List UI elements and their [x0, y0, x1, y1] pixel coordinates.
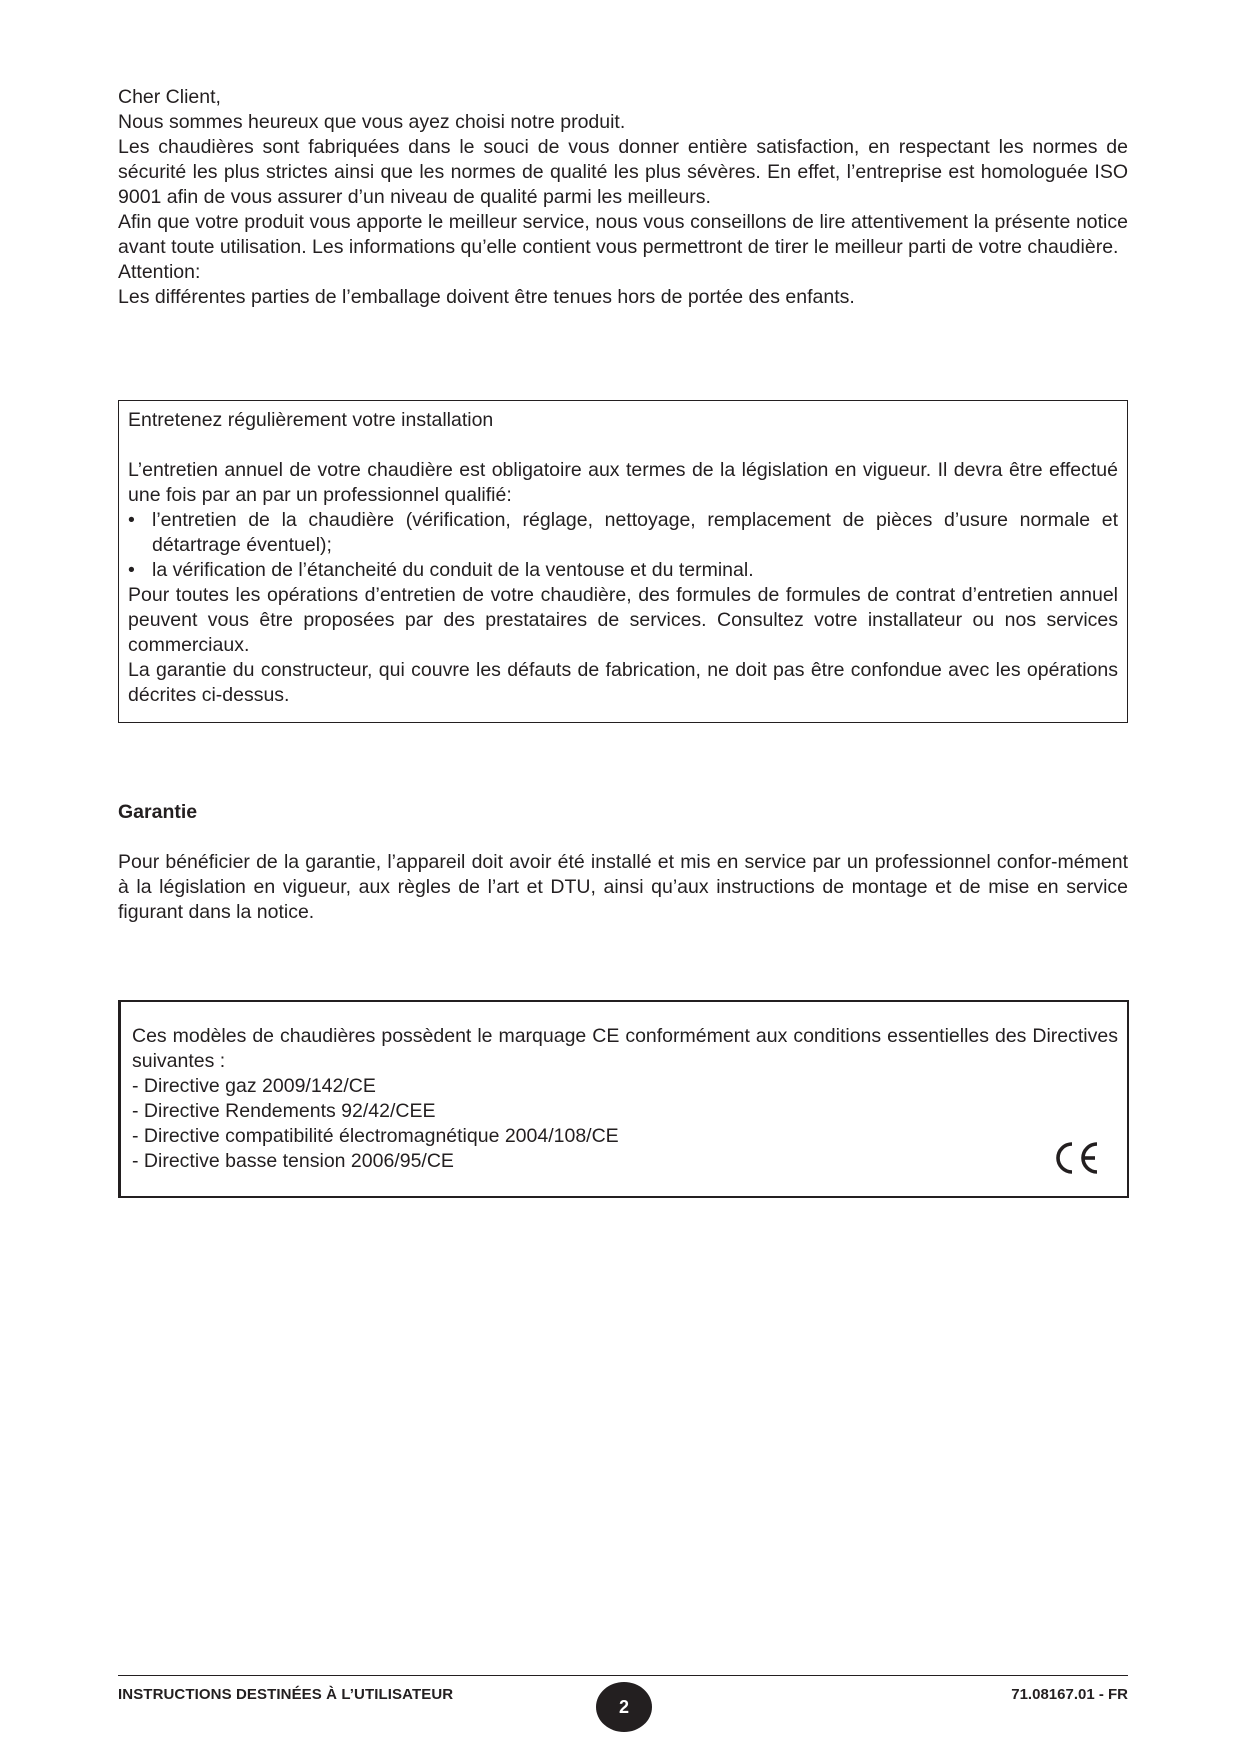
ce-intro: Ces modèles de chaudières possèdent le marquage CE conformément aux conditions essentielles des Directives suivantes : [132, 1025, 1118, 1072]
footer-divider [118, 1675, 1128, 1676]
directive-item: - Directive gaz 2009/142/CE [132, 1075, 376, 1097]
maintenance-paragraph-1: L’entretien annuel de votre chaudière est obligatoire aux termes de la législation en vigueur. Il devra être effectué une fois par an par un professionnel qualifié: [128, 459, 1118, 506]
directive-item: - Directive compatibilité électromagnétique 2004/108/CE [132, 1125, 619, 1147]
ce-mark-icon [1053, 1140, 1101, 1176]
garantie-heading: Garantie [118, 801, 198, 823]
directive-item: - Directive Rendements 92/42/CEE [132, 1100, 436, 1122]
footer-document-code: 71.08167.01 - FR [1011, 1686, 1128, 1703]
attention-label: Attention: [118, 261, 201, 283]
maintenance-box [118, 400, 1128, 723]
list-item-text: la vérification de l’étancheité du conduit de la ventouse et du terminal. [152, 559, 754, 581]
directive-item: - Directive basse tension 2006/95/CE [132, 1150, 454, 1172]
maintenance-title: Entretenez régulièrement votre installation [128, 409, 494, 431]
intro-line-advice: Afin que votre produit vous apporte le meilleur service, nous vous conseillons de lire attentivement la présente notice avant toute utilisation. Les informations qu’elle contient vous permettront de tirer le meilleur parti de votre chaudière. [118, 211, 1128, 258]
greeting: Cher Client, [118, 86, 221, 108]
maintenance-paragraph-3: La garantie du constructeur, qui couvre les défauts de fabrication, ne doit pas être confondue avec les opérations décrites ci-dessus. [128, 659, 1118, 706]
intro-section [118, 85, 1128, 310]
footer-document-title: INSTRUCTIONS DESTINÉES À L’UTILISATEUR [118, 1686, 454, 1703]
page-number-badge: 2 [596, 1682, 652, 1732]
bullet-icon: • [128, 509, 135, 531]
attention-text: Les différentes parties de l’emballage doivent être tenues hors de portée des enfants. [118, 286, 855, 308]
list-item-text: l’entretien de la chaudière (vérification, réglage, nettoyage, remplacement de pièces d’usure normale et détartrage éventuel); [152, 509, 1118, 556]
intro-line-quality: Les chaudières sont fabriquées dans le souci de vous donner entière satisfaction, en respectant les normes de sécurité les plus strictes ainsi que les normes de qualité les plus sévères. En effet, l’entreprise est homologuée ISO 9001 afin de vous assurer d’un niveau de qualité parmi les meilleurs. [118, 136, 1128, 208]
list-item [128, 508, 1118, 558]
garantie-text: Pour bénéficier de la garantie, l’appareil doit avoir été installé et mis en service par un professionnel confor-mément à la législation en vigueur, aux règles de l’art et DTU, ainsi qu’aux instructions de montage et de mise en service figurant dans la notice. [118, 851, 1128, 923]
intro-line-thanks: Nous sommes heureux que vous ayez choisi notre produit. [118, 111, 626, 133]
ce-directives-box [118, 1000, 1129, 1198]
bullet-icon: • [128, 559, 135, 581]
list-item [128, 558, 1118, 583]
maintenance-paragraph-2: Pour toutes les opérations d’entretien de votre chaudière, des formules de formules de contrat d’entretien annuel peuvent vous être proposées par des prestataires de services. Consultez votre installateur ou nos services commerciaux. [128, 584, 1118, 656]
